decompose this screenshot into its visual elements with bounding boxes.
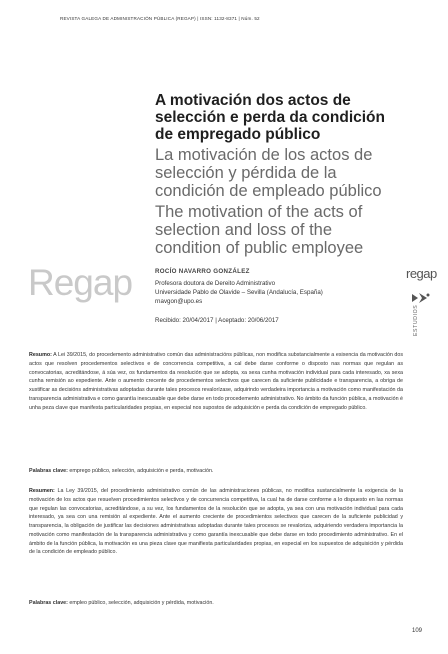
running-head: REVISTA GALEGA DE ADMINISTRACIÓN PÚBLICA (REGAP) | ISSN: 1132-8371 | Núm. 52 xyxy=(60,16,260,21)
received-accepted-dates: Recibido: 20/04/2017 | Aceptado: 20/06/2017 xyxy=(155,317,279,324)
xunta-emblem-icon xyxy=(410,291,430,305)
author-info xyxy=(155,279,323,306)
author-role: Profesora doutora de Dereito Administrativo xyxy=(155,280,276,287)
abstract-text: A Lei 39/2015, do procedemento administrativo común das administracións públicas, non modifica substancialmente a esixencia da motivación dos actos que resolven procedementos selectivos e de concorrencia competitiva, a cal debe darse conforme o disposto nas normas que regulan as convocatorias, acreditándose, á súa vez, os fundamentos da resolución que se adopta, xa sexa cunha motivación individual para cada interesado, xa sexa cunha remisión ao expediente. Ante o aumento crecente de procedementos selectivos que carecen da suficiente publicidade e transparencia, a obriga de xustificar as decisións administrativas adoptadas durante tales procesos revalorízase, adquirindo verdadeira importancia a motivación como manifestación da transparencia administrativa e como garantía inescusable que debe darse en todo procedemento administrativo. No ámbito da función pública, a motivación é unha peza clave que manifesta particularidades propias, en especial nos supostos de adquisición e perda da condición de empregado público. xyxy=(29,352,403,411)
page-number: 109 xyxy=(412,628,423,634)
abstract-galician xyxy=(29,351,403,412)
keywords-text: emprego público, selección, adquisición e perda, motivación. xyxy=(69,468,214,474)
keywords-label: Palabras clave: xyxy=(29,468,68,474)
author-email[interactable]: rnavgon@upo.es xyxy=(155,298,203,305)
abstract-label: Resumo: xyxy=(29,352,52,358)
keywords-label: Palabras clave: xyxy=(29,600,68,606)
author-affiliation: Universidade Pablo de Olavide – Sevilla (Andalucía, España) xyxy=(155,289,323,296)
journal-logo: Regap xyxy=(28,262,133,303)
author-name: ROCÍO NAVARRO GONZÁLEZ xyxy=(155,268,250,275)
keywords-text: empleo público, selección, adquisición y pérdida, motivación. xyxy=(69,600,214,606)
keywords-spanish xyxy=(29,599,403,608)
article-title-galician: A motivación dos actos de selección e perda da condición de empregado público xyxy=(155,92,385,143)
article-title-spanish: La motivación de los actos de selección y pérdida de la condición de empleado público xyxy=(155,146,382,200)
keywords-galician xyxy=(29,467,403,476)
article-title-english: The motivation of the acts of selection and loss of the condition of public employee xyxy=(155,203,364,257)
abstract-label: Resumen: xyxy=(29,488,55,494)
abstract-text: La Ley 39/2015, del procedimiento administrativo común de las administraciones públicas, no modifica sustancialmente la exigencia de la motivación de los actos que resuelven procedimientos selectivos y de concurrencia competitiva, la cual ha de darse conforme a lo dispuesto en las normas que regulan las convocatorias, acreditándose, a su vez, los fundamentos de la resolución que se adopta, ya sea con una motivación individual para cada interesado, ya sea con una remisión al expediente. Ante el aumento creciente de procedimientos selectivos que carecen de la suficiente publicidad y transparencia, la obligación de justificar las decisiones administrativas adoptadas durante tales procesos se revaloriza, adquiriendo verdadera importancia la motivación como manifestación de la transparencia administrativa y como garantía inexcusable que debe darse en todo procedimiento administrativo. En el ámbito de la función pública, la motivación es una pieza clave que manifiesta particularidades propias, en especial en los supuestos de adquisición y pérdida de la condición de empleado público. xyxy=(29,488,403,556)
section-label: ESTUDIOS xyxy=(413,304,419,336)
side-journal-logo: regap xyxy=(406,266,437,281)
abstract-spanish xyxy=(29,487,403,557)
